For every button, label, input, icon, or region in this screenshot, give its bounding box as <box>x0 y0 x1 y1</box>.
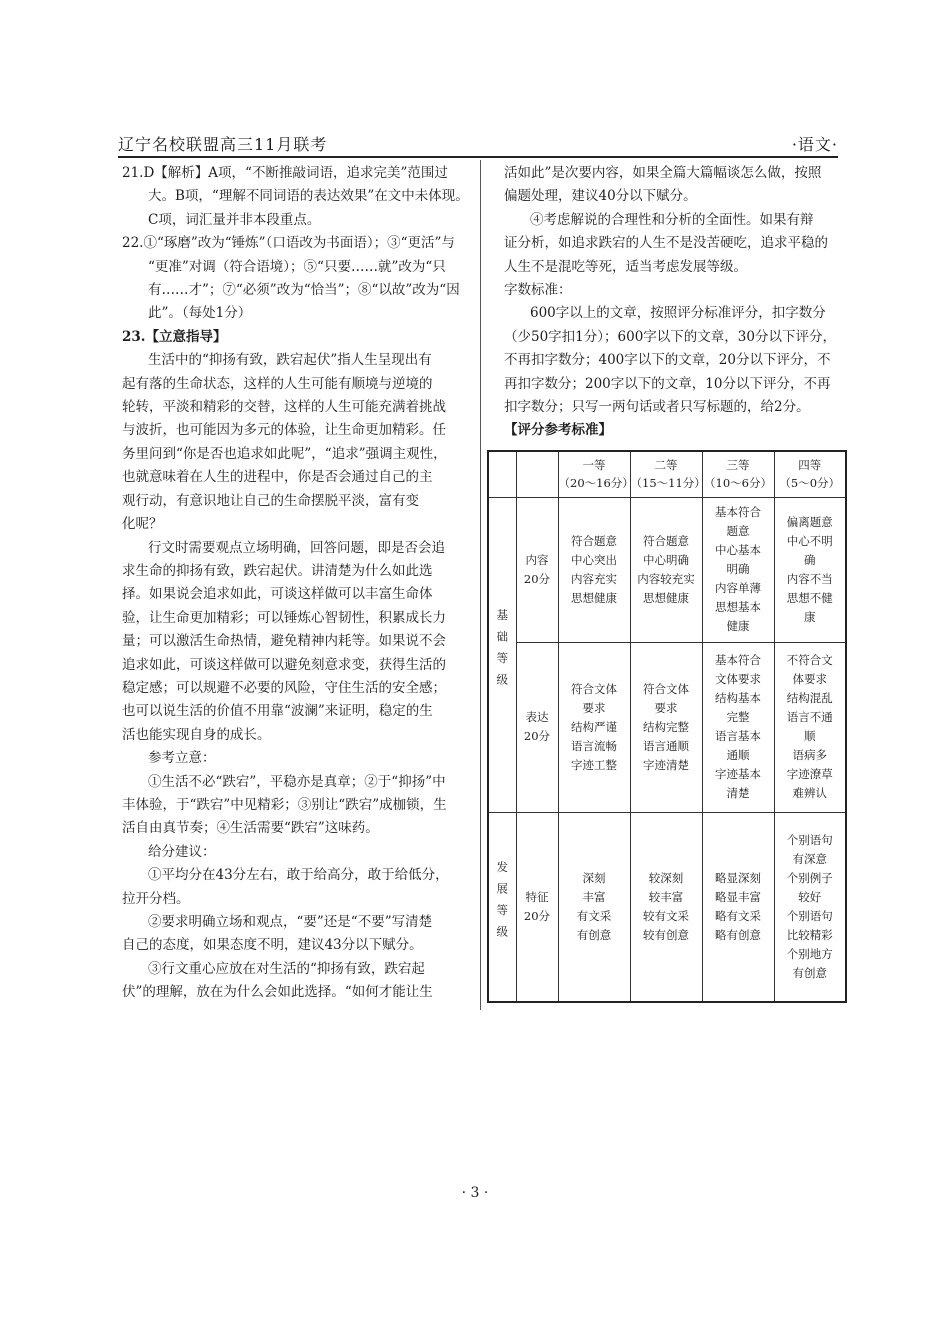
left-text-line: 给分建议： <box>148 843 216 860</box>
cell-line: 确 <box>804 552 816 567</box>
cell-line: 中心基本 <box>715 543 761 557</box>
cell-line: 字迹潦草 <box>786 767 833 781</box>
cell-line: 较好 <box>798 889 822 904</box>
item-points: 20分 <box>523 908 551 923</box>
cell-line: 符合题意 <box>571 533 617 548</box>
left-text-line: 轮转，平淡和精彩的交替，这样的人生可能充满着挑战 <box>122 399 446 416</box>
criteria-cell <box>630 812 702 1002</box>
left-text-line: 务里问到“你是否也追求如此呢”，“追求”强调主观性， <box>122 445 447 462</box>
cell-line: 结构严谨 <box>571 719 617 734</box>
group-name: 发展等级 <box>495 860 510 947</box>
cell-line: 完整 <box>726 710 750 724</box>
cell-line: 有文采 <box>576 908 612 923</box>
grading-row <box>488 642 846 812</box>
left-text-line: 求生命的抑扬有致，跌宕起伏。讲清楚为什么如此选 <box>122 562 433 579</box>
left-text-line: 验，让生命更加精彩；可以锤炼心智韧性，积累成长力 <box>122 609 446 626</box>
grade-range: （20～16分） <box>558 476 634 491</box>
cell-line: 字迹工整 <box>571 757 617 772</box>
left-text-line: ①平均分在43分左右，敢于给高分，敢于给低分， <box>148 867 449 884</box>
grade-range: （15～11分） <box>630 476 706 491</box>
criteria-cell <box>774 812 846 1002</box>
criteria-cell <box>774 497 846 642</box>
right-column <box>504 162 839 443</box>
left-text-line: 大。B项，“理解不同词语的表达效果”在文中未体现。 <box>148 188 469 205</box>
right-text-line: 【评分参考标准】 <box>504 422 612 439</box>
grade-header <box>774 451 846 497</box>
grading-row <box>488 812 846 1002</box>
page-number: · 3 · <box>461 1185 489 1201</box>
left-text-line: 生活中的“抑扬有致，跌宕起伏”指人生呈现出有 <box>148 352 432 369</box>
left-text-line: ②要求明确立场和观点，“要”还是“不要”写清楚 <box>148 914 433 930</box>
cell-line: 符合文体 <box>643 681 689 696</box>
criteria-cell <box>558 642 630 812</box>
item-label <box>516 642 558 812</box>
left-text-line: 21.D【解析】A项，“不断推敲词语，追求完美”范围过 <box>122 165 448 181</box>
cell-line: 略有创意 <box>715 927 761 942</box>
group-label <box>488 497 516 812</box>
cell-line: 结构混乱 <box>786 691 833 705</box>
subject-label: ·语文· <box>791 135 838 154</box>
criteria-cell <box>558 497 630 642</box>
cell-line: 语言不通 <box>786 710 833 724</box>
cell-line: 个别例子 <box>786 870 833 885</box>
cell-line: 有创意 <box>576 927 612 942</box>
cell-line: 思想基本 <box>715 600 761 614</box>
grade-label: 三等 <box>726 458 750 473</box>
item-name: 表达 <box>525 710 549 724</box>
grading-table <box>487 450 847 1003</box>
cell-line: 较有创意 <box>643 927 689 942</box>
cell-line: 个别地方 <box>786 946 833 961</box>
item-points: 20分 <box>523 571 551 586</box>
criteria-cell <box>702 497 774 642</box>
grade-range: （10～6分） <box>704 476 772 491</box>
cell-line: 略有文采 <box>715 908 761 923</box>
grade-header <box>630 451 706 497</box>
grade-range: （5～0分） <box>779 476 841 491</box>
left-text-line: 与波折，也可能因为多元的体验，让生命更加精彩。任 <box>122 422 446 439</box>
group-label <box>488 812 516 1002</box>
right-text-line: ④考虑解说的合理性和分析的全面性。如果有辩 <box>530 211 814 228</box>
left-text-line: 量；可以激活生命热情，避免精神内耗等。如果说不会 <box>122 633 446 650</box>
corner-cell <box>488 451 516 497</box>
left-text-line: 有……才”；⑦“必须”改为“恰当”；⑧“以故”改为“因 <box>148 282 460 299</box>
cell-line: 思想不健 <box>786 590 833 605</box>
cell-line: 内容充实 <box>571 571 617 586</box>
right-text-line: 人生不是混吃等死，适当考虑发展等级。 <box>504 258 747 275</box>
grade-label: 二等 <box>654 458 678 473</box>
cell-line: 有创意 <box>792 965 827 980</box>
cell-line: 略显深刻 <box>715 870 761 885</box>
right-text-line: 600字以上的文章，按照评分标准评分，扣字数分 <box>530 305 826 322</box>
cell-line: 较丰富 <box>648 889 684 904</box>
cell-line: 不符合文 <box>786 653 833 667</box>
left-text-line: 行文时需要观点立场明确，回答问题，即是否会追 <box>148 539 445 556</box>
criteria-cell <box>630 642 702 812</box>
right-text-line: 扣字数分；只写一两句话或者只写标题的，给2分。 <box>504 399 810 416</box>
item-label <box>516 497 558 642</box>
cell-line: 略显丰富 <box>715 889 761 904</box>
left-text-line: 丰体验，于“跌宕”中见精彩；③别让“跌宕”成枷锁，生 <box>122 796 447 813</box>
criteria-cell <box>630 497 702 642</box>
cell-line: 比较精彩 <box>786 927 833 942</box>
cell-line: 难辨认 <box>792 786 827 800</box>
left-text-line: 自己的态度，如果态度不明，建议43分以下赋分。 <box>122 937 423 954</box>
left-text-line: 参考立意： <box>148 750 216 767</box>
left-column <box>122 162 472 1005</box>
cell-line: 内容较充实 <box>637 571 695 586</box>
cell-line: 语言流畅 <box>571 738 617 753</box>
cell-line: 内容单薄 <box>715 581 761 595</box>
cell-line: 符合题意 <box>643 533 689 548</box>
cell-line: 深刻 <box>582 870 606 885</box>
grade-header <box>702 451 774 497</box>
left-text-line: 伏”的理解，放在为什么会如此选择。“如何才能让生 <box>122 984 433 1001</box>
left-text-line: 追求如此，可谈这样做可以避免刻意求变，获得生活的 <box>122 656 446 673</box>
cell-line: 健康 <box>726 619 750 633</box>
grade-header <box>558 451 634 497</box>
criteria-cell <box>702 642 774 812</box>
item-label <box>516 812 558 1002</box>
cell-line: 语言通顺 <box>643 738 689 753</box>
cell-line: 基本符合 <box>715 505 761 519</box>
left-text-line: “更准”对调（符合语境）；⑤“只要……就”改为“只 <box>148 258 446 275</box>
cell-line: 结构基本 <box>715 691 761 705</box>
cell-line: 内容不当 <box>786 571 833 586</box>
group-name: 基础等级 <box>495 608 510 695</box>
cell-line: 丰富 <box>582 889 606 904</box>
cell-line: 基本符合 <box>715 653 761 667</box>
left-text-line: 也可以说生活的价值不用靠“波澜”来证明，稳定的生 <box>122 703 433 720</box>
right-text-line: 活如此”是次要内容，如果全篇大篇幅谈怎么做，按照 <box>504 165 822 181</box>
cell-line: 字迹清楚 <box>643 757 689 772</box>
cell-line: 结构完整 <box>643 719 689 734</box>
cell-line: 语言基本 <box>715 729 761 743</box>
column-divider <box>480 160 481 1010</box>
right-text-line: （少50字扣1分）；600字以下的文章，30分以下评分， <box>504 328 836 345</box>
left-text-line: ③行文重心应放在对生活的“抑扬有致，跌宕起 <box>148 960 425 977</box>
left-text-line: 活也能实现自身的成长。 <box>122 726 271 743</box>
exam-title: 辽宁名校联盟高三11月联考 <box>118 135 328 154</box>
left-text-line: 此”。（每处1分） <box>148 305 252 322</box>
cell-line: 康 <box>804 609 816 624</box>
item-points: 20分 <box>523 729 551 743</box>
left-text-line: 23.【立意指导】 <box>122 328 227 345</box>
left-text-line: 22.①“琢磨”改为“锤炼”（口语改为书面语）；③“更活”与 <box>122 235 455 252</box>
left-text-line: 拉开分档。 <box>122 890 190 907</box>
grading-row <box>488 497 846 642</box>
page-header <box>118 132 838 158</box>
grade-label: 一等 <box>582 458 606 473</box>
right-text-line: 证分析，如追求跌宕的人生不是没苦硬吃，追求平稳的 <box>504 235 828 252</box>
item-name: 特征 <box>525 889 549 904</box>
cell-line: 文体要求 <box>715 672 761 686</box>
left-text-line: 稳定感；可以规避不必要的风险，守住生活的安全感； <box>122 679 446 696</box>
criteria-cell <box>702 812 774 1002</box>
left-text-line: 化呢？ <box>122 516 163 533</box>
left-text-line: 也就意味着在人生的进程中，你是否会通过自己的主 <box>122 469 433 486</box>
criteria-cell <box>774 642 846 812</box>
cell-line: 字迹基本 <box>715 767 761 781</box>
cell-line: 要求 <box>582 700 606 715</box>
cell-line: 明确 <box>726 562 750 576</box>
cell-line: 中心突出 <box>571 552 617 567</box>
cell-line: 符合文体 <box>571 681 617 696</box>
left-text-line: 择。如果说会追求如此，可谈这样做可以丰富生命体 <box>122 586 433 603</box>
cell-line: 个别语句 <box>786 908 833 923</box>
right-text-line: 再扣字数分；200字以下的文章，10分以下评分，不再 <box>504 375 831 392</box>
left-text-line: 观行动，有意识地让自己的生命摆脱平淡，富有变 <box>122 492 419 509</box>
right-text-line: 偏题处理，建议40分以下赋分。 <box>504 188 697 205</box>
left-text-line: 起有落的生命状态，这样的人生可能有顺境与逆境的 <box>122 375 433 392</box>
cell-line: 清楚 <box>726 786 750 800</box>
cell-line: 思想健康 <box>571 590 617 605</box>
cell-line: 偏离题意 <box>786 514 833 529</box>
left-text-line: C项，词汇量并非本段重点。 <box>148 211 321 228</box>
criteria-cell <box>558 812 630 1002</box>
right-text-line: 字数标准： <box>504 282 572 299</box>
left-text-line: ①生活不必“跌宕”，平稳亦是真章；②于“抑扬”中 <box>148 773 446 790</box>
cell-line: 通顺 <box>726 748 750 762</box>
grade-label: 四等 <box>798 458 822 473</box>
cell-line: 中心不明 <box>786 533 833 548</box>
cell-line: 思想健康 <box>643 590 689 605</box>
cell-line: 个别语句 <box>786 832 833 847</box>
cell-line: 较有文采 <box>643 908 689 923</box>
grading-header-row <box>488 451 846 497</box>
cell-line: 要求 <box>654 700 678 715</box>
item-name: 内容 <box>525 552 549 567</box>
cell-line: 较深刻 <box>648 870 684 885</box>
cell-line: 有深意 <box>792 851 827 866</box>
right-text-line: 不再扣字数分；400字以下的文章，20分以下评分，不 <box>504 352 831 369</box>
cell-line: 顺 <box>804 729 816 743</box>
cell-line: 语病多 <box>792 748 827 762</box>
cell-line: 体要求 <box>792 672 827 686</box>
left-text-line: 活自由真节奏；④生活需要“跌宕”这味药。 <box>122 820 379 837</box>
cell-line: 题意 <box>726 524 750 538</box>
cell-line: 中心明确 <box>643 552 689 567</box>
corner-cell <box>516 451 558 497</box>
